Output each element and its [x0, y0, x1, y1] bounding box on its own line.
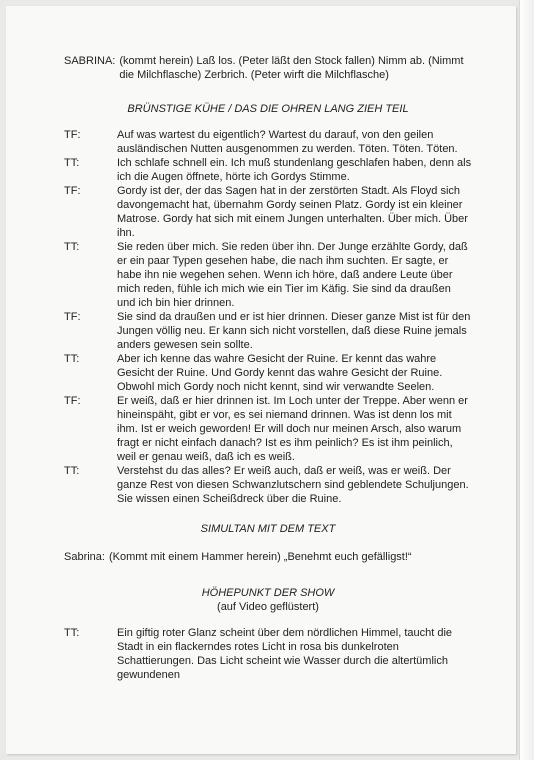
page-edge	[519, 0, 534, 760]
section-subheading: (auf Video geflüstert)	[217, 601, 319, 613]
section-heading-3: HÖHEPUNKT DER SHOW	[201, 587, 335, 599]
dialogue-text: Ein giftig roter Glanz scheint über dem nördlichen Himmel, taucht die Stadt in ein flackerndes rotes Licht in rosa bis dunkelroten Schattierungen. Das Licht scheint wie Wasser durch die altertümlich gewundenen	[117, 627, 453, 681]
script-text	[64, 54, 472, 682]
dialogue-text: Er weiß, daß er hier drinnen ist. Im Loch unter der Treppe. Aber wenn er hineinspäht, gibt er vor, es sei niemand drinnen. Was ist denn los mit ihm. Ist er weich geworden! Er will doch nur meinen Arsch, also warum fragt er nicht einfach danach? Ist es ihm peinlich? Es ist ihm peinlich, weil er genau weiß, daß ich es weiß.	[117, 395, 468, 463]
dialogue-text: (Kommt mit einem Hammer herein) „Benehmt euch gefälligst!“	[108, 551, 412, 563]
dialogue-block	[64, 128, 472, 506]
dialogue-entry	[64, 394, 472, 464]
speaker-label: SABRINA:	[64, 55, 116, 67]
section-heading-2: SIMULTAN MIT DEM TEXT	[200, 523, 336, 535]
speaker-label: TT:	[64, 241, 80, 253]
speaker-label: TT:	[64, 627, 80, 639]
speaker-label: TT:	[64, 157, 80, 169]
speaker-label: TF:	[64, 395, 81, 407]
speaker-label: Sabrina:	[64, 551, 105, 563]
speaker-label: TF:	[64, 129, 81, 141]
dialogue-entry	[64, 464, 472, 506]
dialogue-text: Verstehst du das alles? Er weiß auch, daß er weiß, was er weiß. Der ganze Rest von diesen Schwanzlutschern sind geblendete Schuljungen. Sie wissen einen Scheißdreck über die Ruine.	[117, 465, 469, 505]
sabrina-entry	[64, 550, 472, 564]
dialogue-text: Ich schlafe schnell ein. Ich muß stundenlang geschlafen haben, denn als ich die Augen öffnete, hörte ich Gordys Stimme.	[117, 157, 472, 183]
dialogue-text: Sie reden über mich. Sie reden über ihn. Der Junge erzählte Gordy, daß er ein paar Typen gesehen habe, die nach ihm suchten. Er sagte, er habe ihn nie wegehen sehen. Wenn ich höre, daß andere Leute über mich reden, fühle ich mich wie ein Tier im Käfig. Sie sind da draußen und ich bin hier drinnen.	[117, 241, 468, 309]
dialogue-text: Auf was wartest du eigentlich? Wartest du darauf, von den geilen ausländischen Nutten ausgenommen zu werden. Töten. Töten. Töten.	[117, 129, 458, 155]
speaker-label: TF:	[64, 185, 81, 197]
speaker-label: TT:	[64, 353, 80, 365]
dialogue-entry	[64, 184, 472, 240]
dialogue-entry	[64, 310, 472, 352]
dialogue-entry	[64, 128, 472, 156]
dialogue-text: Gordy ist der, der das Sagen hat in der zerstörten Stadt. Als Floyd sich davongemacht hat, übernahm Gordy seinen Platz. Gordy ist ein kleiner Matrose. Gordy hat sich mit einem Jungen unterhalten. Über mich. Über ihn.	[117, 185, 468, 239]
dialogue-text: Aber ich kenne das wahre Gesicht der Ruine. Er kennt das wahre Gesicht der Ruine. Und Gordy kennt das wahre Gesicht der Ruine. Obwohl mich Gordy noch nicht kennt, sind wir verwandte Seelen.	[117, 353, 443, 393]
intro-entry	[64, 54, 472, 82]
final-entry	[64, 626, 472, 682]
dialogue-entry	[64, 240, 472, 310]
speaker-label: TF:	[64, 311, 81, 323]
dialogue-entry	[64, 352, 472, 394]
dialogue-entry	[64, 156, 472, 184]
dialogue-text: (kommt herein) Laß los. (Peter läßt den Stock fallen) Nimm ab. (Nimmt die Milchflasche) Zerbrich. (Peter wirft die Milchflasche)	[119, 55, 464, 81]
section-heading-1: BRÜNSTIGE KÜHE / DAS DIE OHREN LANG ZIEH TEIL	[127, 103, 409, 115]
speaker-label: TT:	[64, 465, 80, 477]
dialogue-text: Sie sind da draußen und er ist hier drinnen. Dieser ganze Mist ist für den Jungen völlig neu. Er kann sich nicht vorstellen, daß diese Ruine jemals anders gewesen sein sollte.	[117, 311, 471, 351]
